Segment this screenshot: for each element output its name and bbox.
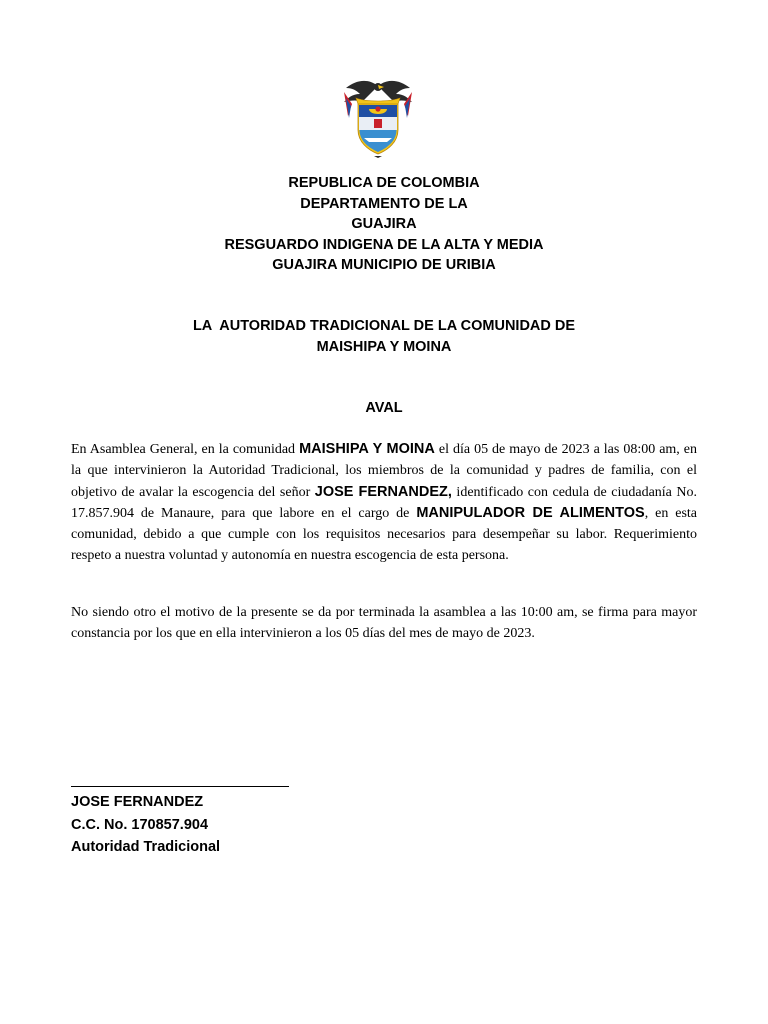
- signer-name: JOSE FERNANDEZ: [71, 794, 204, 810]
- authority-line: MAISHIPA Y MOINA: [316, 338, 452, 355]
- document-title: AVAL: [365, 400, 403, 416]
- header-line: GUAJIRA MUNICIPIO DE URIBIA: [272, 257, 496, 274]
- authority-heading: [0, 316, 768, 357]
- body-text: En Asamblea General, en la comunidad: [71, 442, 300, 457]
- header-line: RESGUARDO INDIGENA DE LA ALTA Y MEDIA: [224, 236, 544, 253]
- signer-role: Autoridad Tradicional: [71, 839, 221, 855]
- body-text: identificado con cedula de ciudadanía No. 17.857.904 de Manaure, para que labore en el cargo de: [71, 484, 697, 522]
- body-paragraph-assembly: [71, 439, 697, 567]
- signature-line: [71, 786, 289, 787]
- header-line: GUAJIRA: [351, 216, 417, 233]
- body-text: , en esta comunidad, debido a que cumple con los requisitos necesarios para desempeñar su labor. Requerimiento respeto a nuestra voluntad y autonomía en nuestra escogencia de esta persona.: [71, 506, 698, 563]
- job-title: MANIPULADOR DE ALIMENTOS: [416, 505, 645, 522]
- body-paragraph-closing: No siendo otro el motivo de la presente se da por terminada la asamblea a las 10:00 am, se firma para mayor constancia por los que en ella intervinieron a los 05 días del mes de mayo de 2023.: [71, 605, 697, 641]
- authority-line: LA AUTORIDAD TRADICIONAL DE LA COMUNIDAD DE: [192, 318, 576, 334]
- header-line: REPUBLICA DE COLOMBIA: [288, 175, 480, 191]
- signer-id: C.C. No. 170857.904: [71, 816, 209, 833]
- body-text: el día 05 de mayo de 2023 a las 08:00 am, en la que intervinieron la Autoridad Tradicional, los miembros de la comunidad y padres de familia, con el objetivo de avalar la escogencia del señor: [71, 442, 698, 500]
- coat-of-arms-icon: [338, 76, 418, 158]
- header-line: DEPARTAMENTO DE LA: [300, 195, 468, 212]
- community-name: MAISHIPA Y MOINA: [299, 441, 435, 457]
- person-name: JOSE FERNANDEZ,: [314, 483, 452, 500]
- signature-block: [71, 791, 220, 859]
- issuer-header: [0, 173, 768, 276]
